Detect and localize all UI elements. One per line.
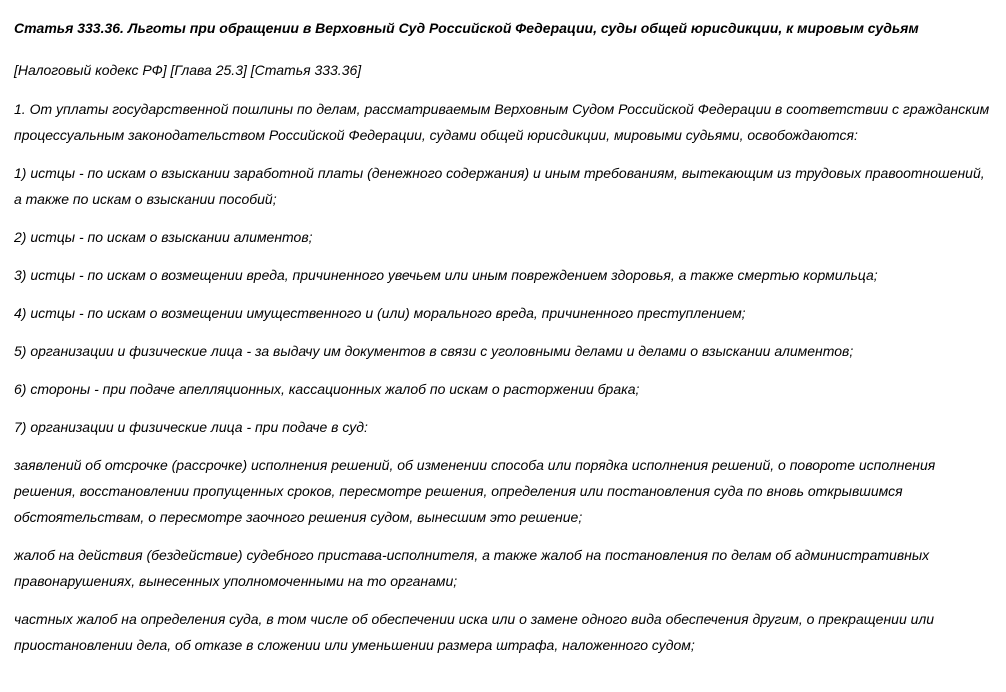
article-paragraph: 5) организации и физические лица - за выдачу им документов в связи с уголовными делами и делами о взыскании алиментов; <box>14 343 854 359</box>
article-paragraph: 1) истцы - по искам о взыскании заработной платы (денежного содержания) и иным требованиям, вытекающим из трудовых правоотношений, а также по искам о взыскании пособий; <box>14 165 985 207</box>
article-paragraph: жалоб на действия (бездействие) судебного пристава-исполнителя, а также жалоб на постановления по делам об административных правонарушениях, вынесенных уполномоченными на то органами; <box>14 547 930 589</box>
article-paragraph: 2) истцы - по искам о взыскании алиментов; <box>14 229 313 245</box>
article-paragraph: 1. От уплаты государственной пошлины по делам, рассматриваемым Верховным Судом Российской Федерации в соответствии с гражданским процессуальным законодательством Российской Федерации, судами общей юрисдикции, мировыми судьями, освобождаются: <box>14 101 990 143</box>
article-paragraph: 3) истцы - по искам о возмещении вреда, причиненного увечьем или иным повреждением здоровья, а также смертью кормильца; <box>14 267 878 283</box>
article-paragraph: заявлений об отсрочке (рассрочке) исполнения решений, об изменении способа или порядка исполнения решений, о повороте исполнения решения, восстановлении пропущенных сроков, пересмотре решения, определения или постановления суда по вновь открывшимся обстоятельствам, о пересмотре заочного решения судом, вынесшим это решение; <box>14 457 936 525</box>
article-paragraph: 4) истцы - по искам о возмещении имущественного и (или) морального вреда, причиненного преступлением; <box>14 305 746 321</box>
article-title: Статья 333.36. Льготы при обращении в Верховный Суд Российской Федерации, суды общей юрисдикции, к мировым судьям <box>14 20 919 36</box>
article-paragraph: 7) организации и физические лица - при подаче в суд: <box>14 419 368 435</box>
article-paragraph: частных жалоб на определения суда, в том числе об обеспечении иска или о замене одного вида обеспечения другим, о прекращении или приостановлении дела, об отказе в сложении или уменьшении размера штрафа, наложенного судом; <box>14 611 935 653</box>
article-reference: [Налоговый кодекс РФ] [Глава 25.3] [Статья 333.36] <box>14 62 362 78</box>
article-paragraph: 6) стороны - при подаче апелляционных, кассационных жалоб по искам о расторжении брака; <box>14 381 640 397</box>
article-body <box>14 96 990 658</box>
